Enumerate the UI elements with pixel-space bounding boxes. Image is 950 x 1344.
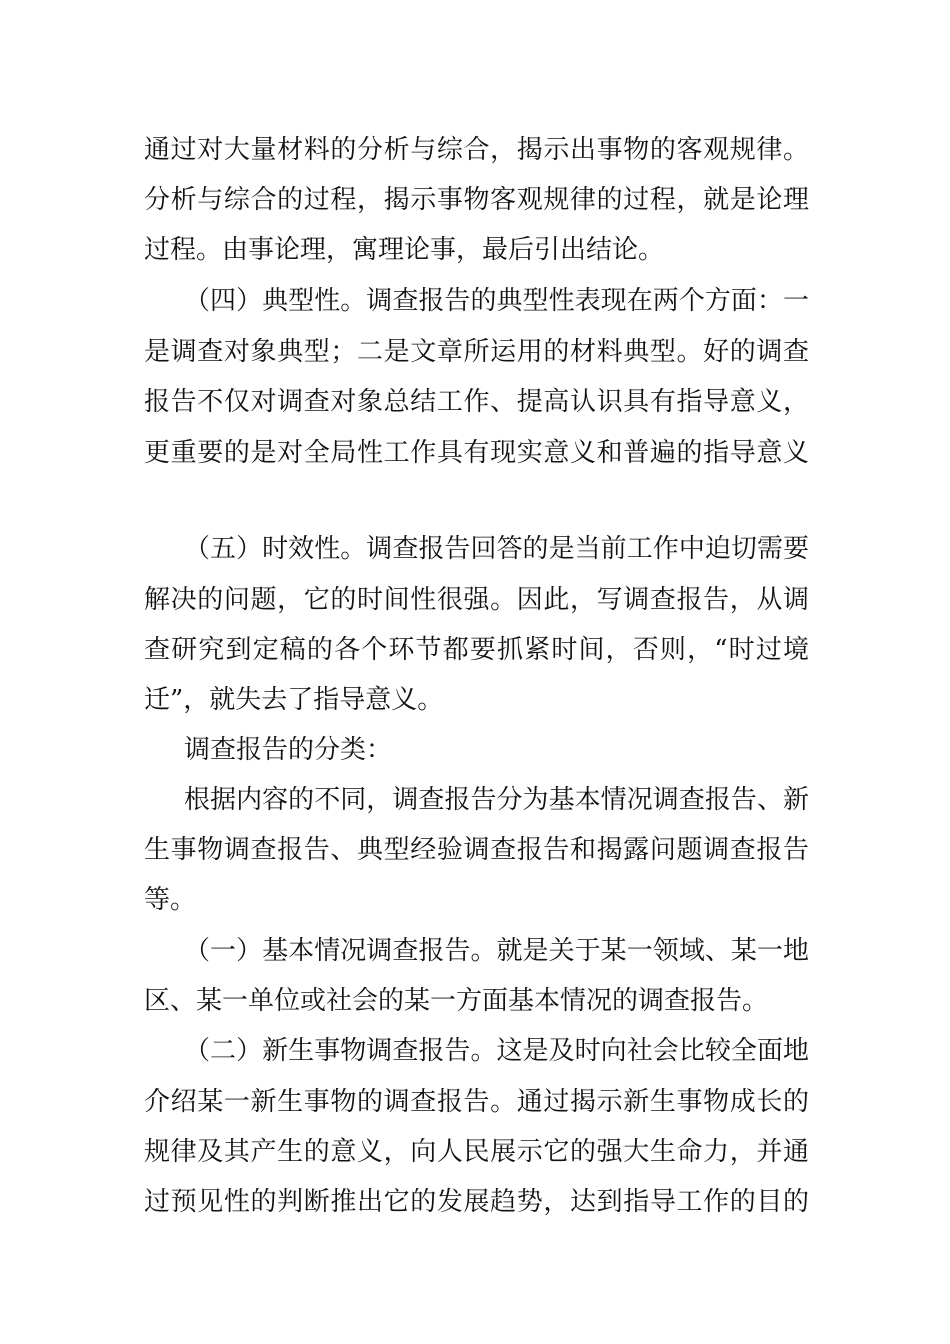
text-line: 报告不仅对调查对象总结工作、提高认识具有指导意义，: [144, 387, 809, 417]
text-line: 过预见性的判断推出它的发展趋势，达到指导工作的目的: [144, 1187, 809, 1217]
text-line: 规律及其产生的意义，向人民展示它的强大生命力，并通: [144, 1137, 809, 1167]
text-line: 区、某一单位或社会的某一方面基本情况的调查报告。: [144, 986, 769, 1016]
text-line: 是调查对象典型；二是文章所运用的材料典型。好的调查: [144, 337, 809, 367]
text-line: 通过对大量材料的分析与综合，揭示出事物的客观规律。: [144, 135, 809, 165]
paragraph-heading-basic-situation: （一）基本情况调查报告。就是关于某一领域、某一地: [184, 936, 809, 966]
paragraph-heading-timeliness: （五）时效性。调查报告回答的是当前工作中迫切需要: [184, 534, 809, 564]
paragraph-heading-typicality: （四）典型性。调查报告的典型性表现在两个方面：一: [184, 286, 809, 316]
text-line: 迁”，就失去了指导意义。: [144, 685, 444, 715]
text-line: 等。: [144, 885, 197, 915]
text-line: 根据内容的不同，调查报告分为基本情况调查报告、新: [184, 785, 809, 815]
section-heading-classification: 调查报告的分类：: [184, 735, 393, 765]
text-line: 分析与综合的过程，揭示事物客观规律的过程，就是论理: [144, 185, 809, 215]
paragraph-heading-new-things: （二）新生事物调查报告。这是及时向社会比较全面地: [184, 1036, 809, 1066]
text-line: 解决的问题，它的时间性很强。因此，写调查报告，从调: [144, 585, 809, 615]
text-line: 查研究到定稿的各个环节都要抓紧时间，否则，“时过境: [144, 635, 809, 665]
text-line: 生事物调查报告、典型经验调查报告和揭露问题调查报告: [144, 835, 809, 865]
text-line: 更重要的是对全局性工作具有现实意义和普遍的指导意义: [144, 438, 809, 468]
text-line: 介绍某一新生事物的调查报告。通过揭示新生事物成长的: [144, 1087, 809, 1117]
text-line: 过程。由事论理，寓理论事，最后引出结论。: [144, 235, 665, 265]
